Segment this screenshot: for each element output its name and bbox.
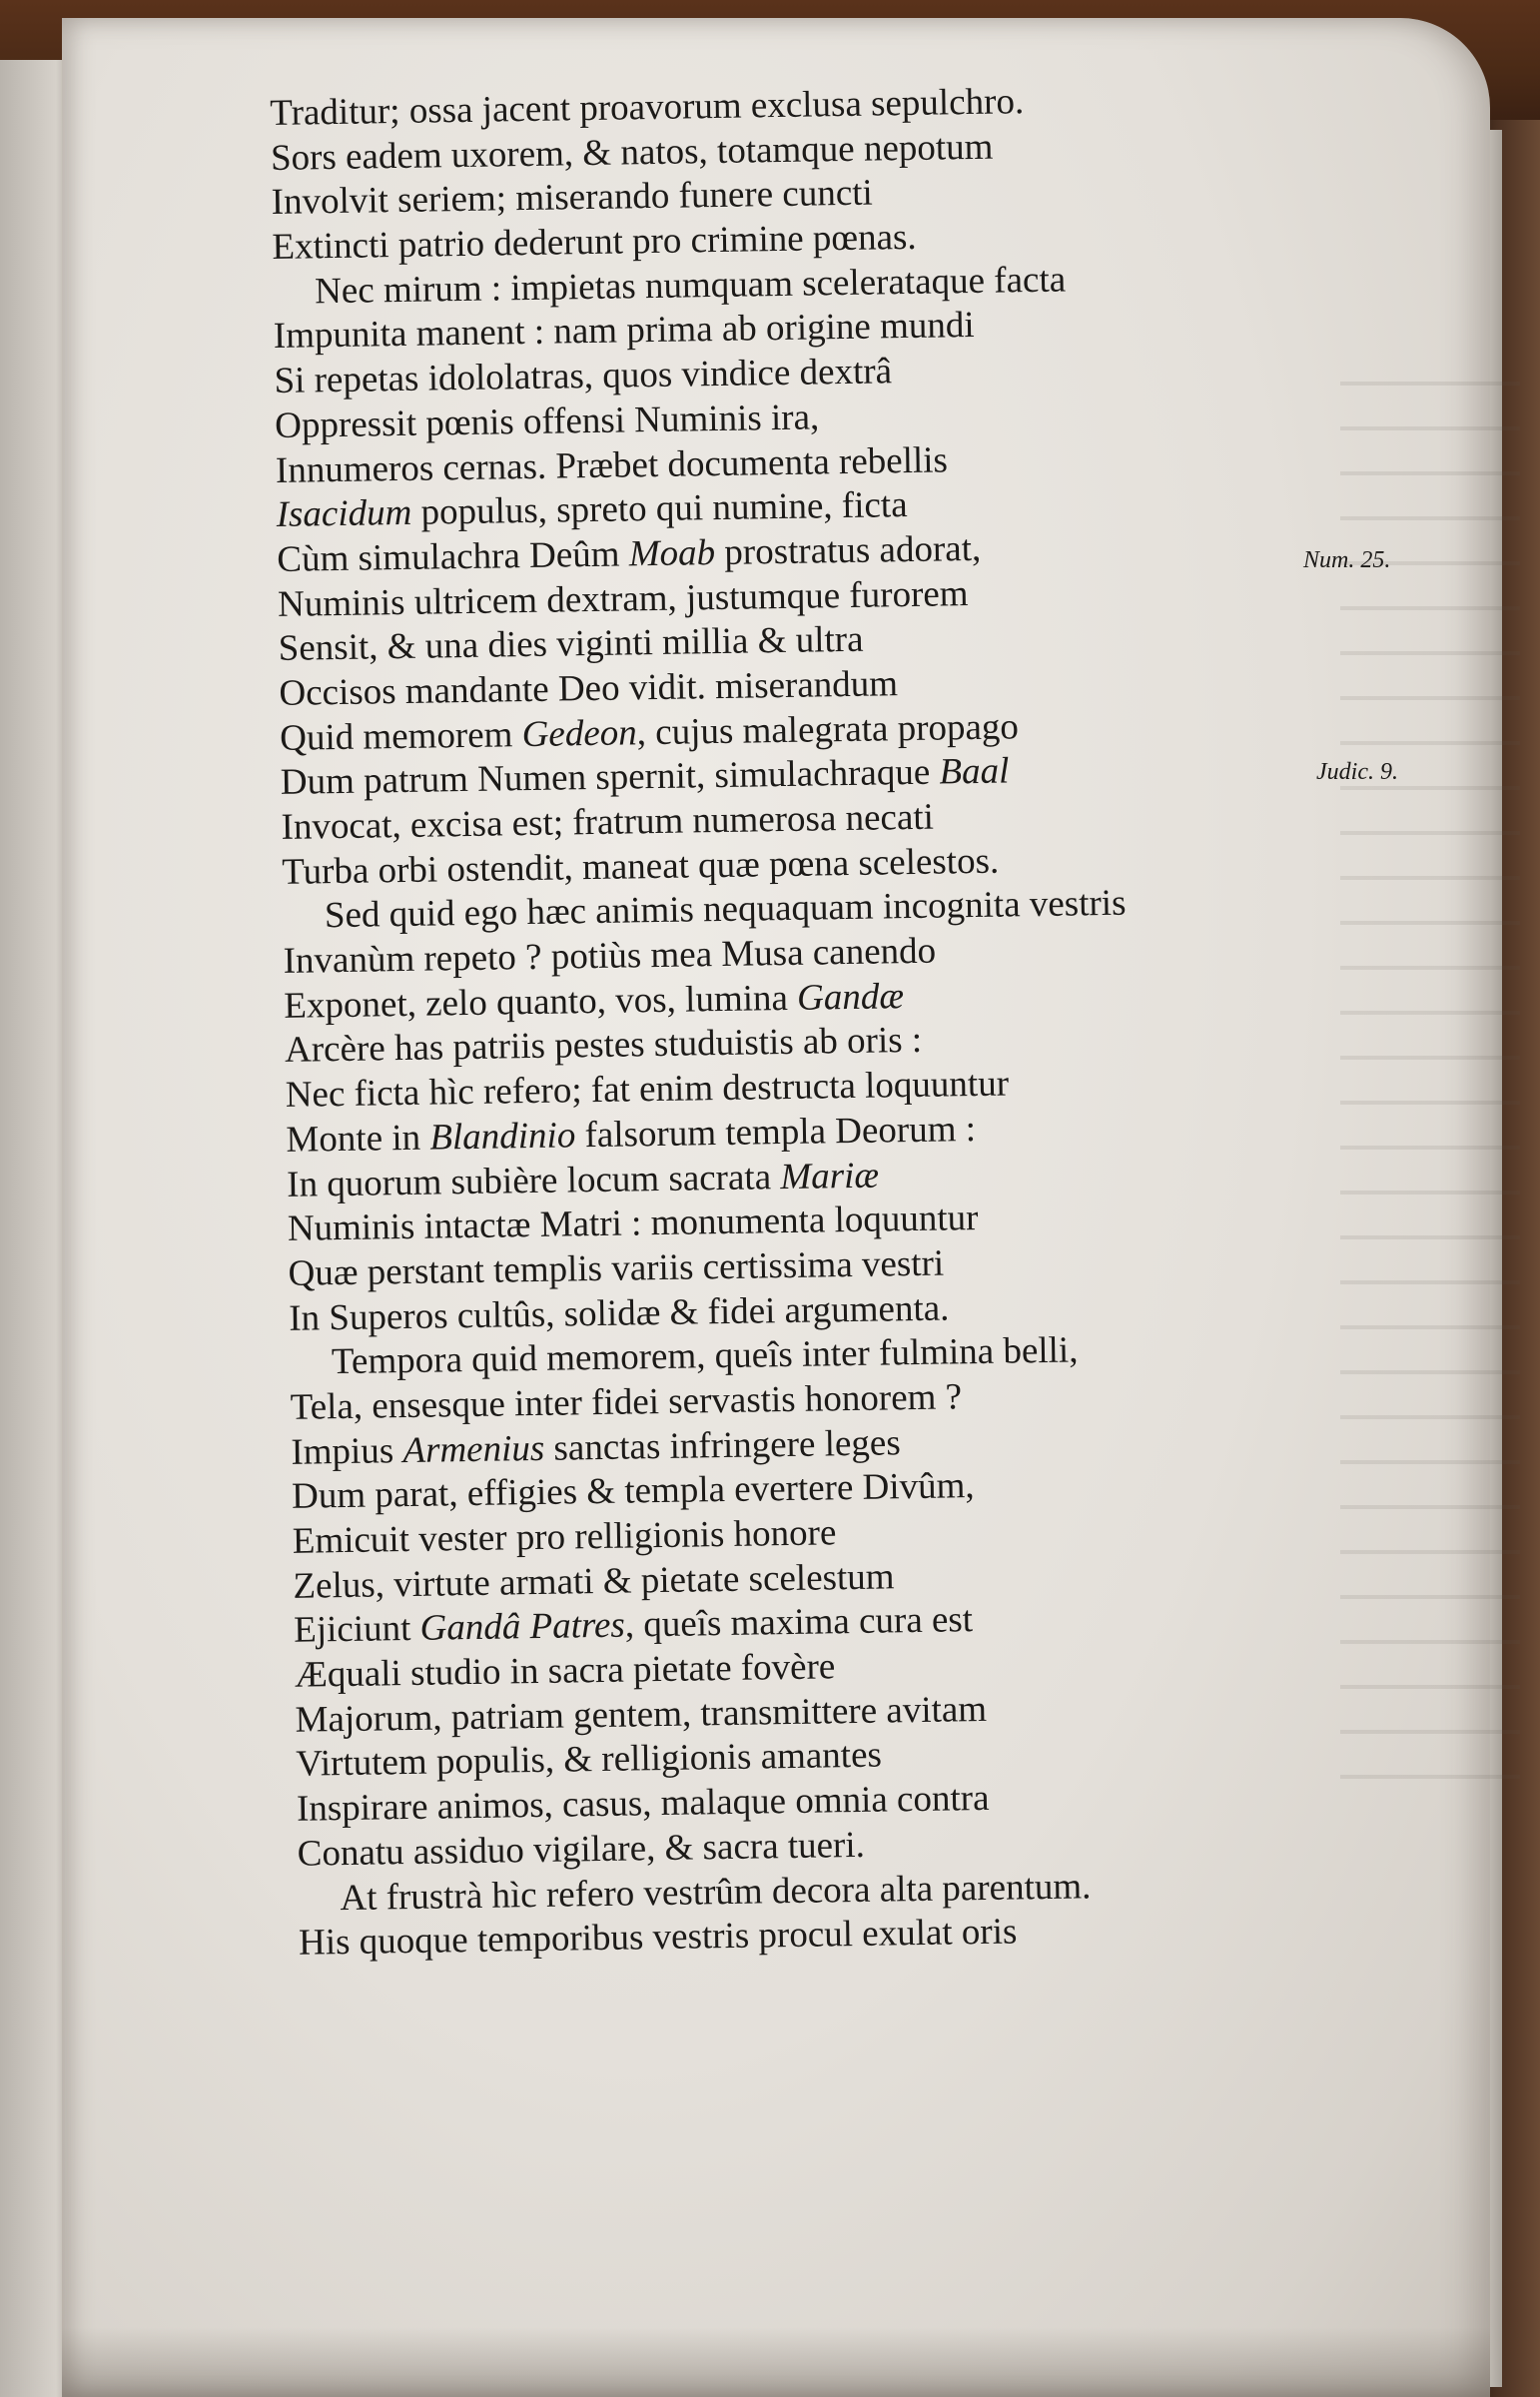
verse-text: Oppressit pœnis offensi Numinis ira, [274, 397, 820, 446]
verse-text: Tempora quid memorem, queîs inter fulmina belli, [331, 1329, 1079, 1383]
verse-text: , cujus malegrata propago [636, 705, 1020, 753]
verse-text: In Superos cultûs, solidæ & fidei argumenta. [288, 1287, 950, 1339]
verse-text: Quid memorem [279, 713, 522, 759]
verse-text: Ejiciunt [293, 1608, 420, 1652]
verse-text: Impius [291, 1429, 403, 1473]
verse-text: Inspirare animos, casus, malaque omnia contra [296, 1778, 990, 1830]
verse-text: Sors eadem uxorem, & natos, totamque nepotum [270, 126, 994, 179]
verse-text: Nec mirum : impietas numquam scelerataque facta [314, 259, 1067, 313]
italic-name: Armenius [402, 1427, 545, 1471]
verse-text: Extincti patrio dederunt pro crimine pœnas. [272, 216, 917, 269]
verse-text: Emicuit vester pro relligionis honore [292, 1512, 837, 1562]
page-shadow [62, 2327, 1490, 2397]
italic-name: Baal [939, 750, 1010, 793]
verse-text: In quorum subière locum sacrata [286, 1156, 781, 1205]
verse-text: Numinis intactæ Matri : monumenta loquuntur [287, 1198, 979, 1250]
italic-name: Gedeon [521, 711, 638, 755]
verse-text: Quæ perstant templis variis certissima vestri [288, 1242, 945, 1294]
marginal-reference: Num. 25. [1303, 547, 1391, 573]
verse-text: At frustrà hìc refero vestrûm decora alta parentum. [340, 1865, 1092, 1919]
verse-text: Turba orbi ostendit, maneat quæ pœna scelestos. [281, 840, 1000, 893]
verse-text: Invocat, excisa est; fratrum numerosa necati [281, 796, 935, 848]
verse-text: Æquali studio in sacra pietate fovère [294, 1646, 836, 1696]
verse-text: Conatu assiduo vigilare, & sacra tueri. [297, 1824, 866, 1875]
italic-name: Moab [628, 531, 716, 575]
verse-text: Impunita manent : nam prima ab origine mundi [273, 305, 975, 358]
verse-text: Majorum, patriam gentem, transmittere avitam [295, 1688, 988, 1741]
italic-name: Mariæ [780, 1155, 880, 1198]
verse-text: Arcère has patriis pestes studuistis ab oris : [284, 1020, 923, 1072]
verse-text: Sed quid ego hæc animis nequaquam incognita vestris [324, 883, 1127, 937]
verse-text: Occisos mandante Deo vidit. miserandum [279, 663, 899, 714]
verse-text: prostratus adorat, [714, 527, 982, 573]
verse-text: , queîs maxima cura est [624, 1599, 974, 1646]
verse-text: Numinis ultricem dextram, justumque furorem [277, 572, 969, 625]
verse-text: Involvit seriem; miserando funere cuncti [271, 172, 874, 224]
verse-text: Invanùm repeto ? potiùs mea Musa canendo [283, 930, 937, 982]
verse-text: Monte in [286, 1117, 430, 1161]
italic-name: Blandinio [429, 1115, 576, 1159]
verse-text: populus, spreto qui numine, ficta [410, 484, 908, 534]
poem-text [270, 76, 1347, 1967]
verse-text: falsorum templa Deorum : [574, 1108, 977, 1157]
verse-text: Innumeros cernas. Præbet documenta rebellis [275, 438, 949, 491]
verse-text: sanctas infringere leges [543, 1421, 902, 1469]
verse-text: Sensit, & una dies viginti millia & ultra [278, 618, 864, 670]
verse-text: Exponet, zelo quanto, vos, lumina [284, 977, 798, 1027]
verse-text: Dum patrum Numen spernit, simulachraque [280, 751, 940, 804]
verse-text: Si repetas idololatras, quos vindice dextrâ [274, 351, 893, 402]
verse-text: Traditur; ossa jacent proavorum exclusa sepulchro. [270, 81, 1025, 134]
verse-text: Cùm simulachra Deûm [277, 533, 630, 580]
verse-text: His quoque temporibus vestris procul exulat oris [298, 1911, 1018, 1964]
verse-text: Nec ficta hìc refero; fat enim destructa loquuntur [285, 1063, 1010, 1116]
verse-text: Dum parat, effigies & templa evertere Divûm, [291, 1465, 975, 1518]
italic-name: Gandæ [796, 975, 905, 1019]
marginal-reference: Judic. 9. [1316, 759, 1398, 785]
verse-text: Tela, ensesque inter fidei servastis honorem ? [290, 1376, 963, 1428]
italic-name: Isacidum [276, 492, 412, 536]
verse-text: Zelus, virtute armati & pietate scelestum [293, 1556, 895, 1607]
italic-name: Gandâ Patres [419, 1604, 626, 1650]
verse-text: Virtutem populis, & relligionis amantes [295, 1735, 883, 1786]
